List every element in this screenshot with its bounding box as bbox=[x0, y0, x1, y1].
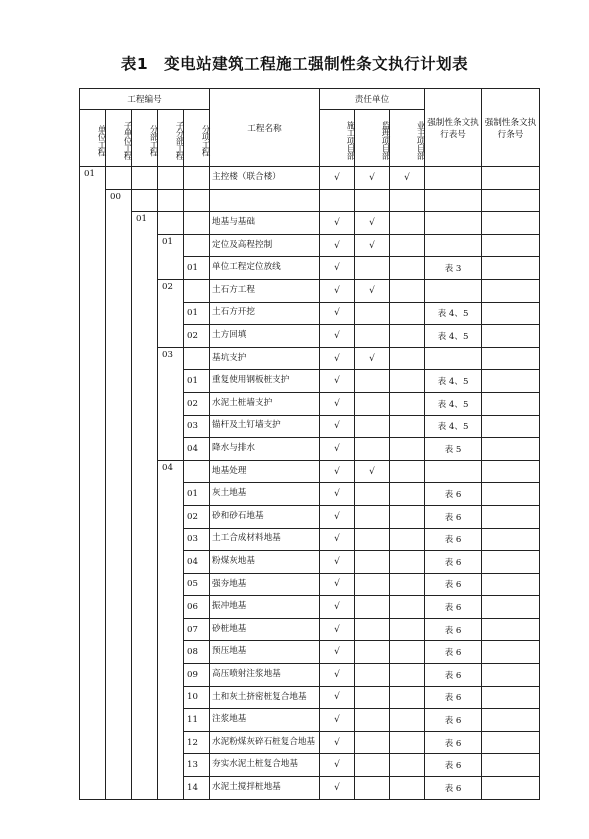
sub-division-code: 02 bbox=[158, 279, 184, 347]
table-row: 13 夯实水泥土桩复合地基 √ 表 6 bbox=[80, 754, 540, 777]
execution-plan-table bbox=[79, 88, 540, 800]
table-row: 01 灰土地基 √ 表 6 bbox=[80, 483, 540, 506]
table-row bbox=[80, 189, 540, 212]
project-name-cell: 水泥土桩墙支护 bbox=[210, 392, 320, 415]
owner-check: √ bbox=[390, 167, 425, 190]
table-row: 06 振冲地基 √ 表 6 bbox=[80, 596, 540, 619]
table-row bbox=[80, 167, 540, 190]
header-supervision-dept: 监理项目部 bbox=[355, 110, 390, 167]
item-code: 11 bbox=[184, 709, 210, 732]
sub-division-code: 01 bbox=[158, 234, 184, 279]
item-code: 01 bbox=[184, 302, 210, 325]
project-name-cell: 水泥粉煤灰碎石桩复合地基 bbox=[210, 731, 320, 754]
project-name-cell: 单位工程定位放线 bbox=[210, 257, 320, 280]
project-name-cell: 土和灰土挤密桩复合地基 bbox=[210, 686, 320, 709]
project-name-cell: 土方回填 bbox=[210, 325, 320, 348]
project-name-cell: 土石方开挖 bbox=[210, 302, 320, 325]
unit-project-code: 01 bbox=[80, 167, 106, 800]
sub-division-code: 03 bbox=[158, 347, 184, 460]
table-row: 02 砂和砂石地基 √ 表 6 bbox=[80, 505, 540, 528]
table-row: 01 定位及高程控制 √ √ bbox=[80, 234, 540, 257]
project-name-cell: 强夯地基 bbox=[210, 573, 320, 596]
header-clause-number: 强制性条文执行条号 bbox=[482, 89, 540, 167]
project-name-cell: 注浆地基 bbox=[210, 709, 320, 732]
item-code: 10 bbox=[184, 686, 210, 709]
table-row: 04 地基处理 √ √ bbox=[80, 460, 540, 483]
table-row: 04 粉煤灰地基 √ 表 6 bbox=[80, 551, 540, 574]
table-row: 01 单位工程定位放线 √ 表 3 bbox=[80, 257, 540, 280]
project-name-cell: 锚杆及土钉墙支护 bbox=[210, 415, 320, 438]
item-code: 01 bbox=[184, 483, 210, 506]
header-owner-dept: 业主项目部 bbox=[390, 110, 425, 167]
header-sub-unit-project: 子单位工程 bbox=[106, 110, 132, 167]
header-sub-division: 子分部工程 bbox=[158, 110, 184, 167]
table-row: 03 锚杆及土钉墙支护 √ 表 4、5 bbox=[80, 415, 540, 438]
table-row: 02 土方回填 √ 表 4、5 bbox=[80, 325, 540, 348]
table-row: 10 土和灰土挤密桩复合地基 √ 表 6 bbox=[80, 686, 540, 709]
header-project-name: 工程名称 bbox=[210, 89, 320, 167]
table-row: 07 砂桩地基 √ 表 6 bbox=[80, 618, 540, 641]
header-project-code: 工程编号 bbox=[80, 89, 210, 110]
project-name-cell: 灰土地基 bbox=[210, 483, 320, 506]
project-name-cell: 降水与排水 bbox=[210, 438, 320, 461]
header-division: 分部工程 bbox=[132, 110, 158, 167]
item-code: 06 bbox=[184, 596, 210, 619]
table-row: 14 水泥土搅拌桩地基 √ 表 6 bbox=[80, 777, 540, 800]
sub-unit-project-code: 00 bbox=[106, 189, 132, 799]
item-code: 02 bbox=[184, 392, 210, 415]
table-row: 05 强夯地基 √ 表 6 bbox=[80, 573, 540, 596]
table-row: 12 水泥粉煤灰碎石桩复合地基 √ 表 6 bbox=[80, 731, 540, 754]
clause-number-cell bbox=[482, 167, 540, 190]
item-code: 14 bbox=[184, 777, 210, 800]
table-row: 01 土石方开挖 √ 表 4、5 bbox=[80, 302, 540, 325]
item-code: 12 bbox=[184, 731, 210, 754]
sub-division-code: 04 bbox=[158, 460, 184, 799]
table-row: 04 降水与排水 √ 表 5 bbox=[80, 438, 540, 461]
table-row: 03 基坑支护 √ √ bbox=[80, 347, 540, 370]
project-name-cell: 粉煤灰地基 bbox=[210, 551, 320, 574]
project-name-cell: 高压喷射注浆地基 bbox=[210, 664, 320, 687]
item-code: 01 bbox=[184, 257, 210, 280]
item-code: 04 bbox=[184, 551, 210, 574]
project-name-cell: 基坑支护 bbox=[210, 347, 320, 370]
project-name-cell: 地基处理 bbox=[210, 460, 320, 483]
project-name-cell: 振冲地基 bbox=[210, 596, 320, 619]
project-name-cell: 地基与基础 bbox=[210, 212, 320, 235]
table-row: 03 土工合成材料地基 √ 表 6 bbox=[80, 528, 540, 551]
project-name-cell: 土石方工程 bbox=[210, 279, 320, 302]
project-name-cell: 定位及高程控制 bbox=[210, 234, 320, 257]
project-name-cell: 重复使用钢板桩支护 bbox=[210, 370, 320, 393]
project-name-cell: 砂桩地基 bbox=[210, 618, 320, 641]
table-number-cell bbox=[425, 167, 482, 190]
project-name-cell: 夯实水泥土桩复合地基 bbox=[210, 754, 320, 777]
item-code: 02 bbox=[184, 505, 210, 528]
item-code: 03 bbox=[184, 415, 210, 438]
item-code: 09 bbox=[184, 664, 210, 687]
item-code: 04 bbox=[184, 438, 210, 461]
project-name-cell: 预压地基 bbox=[210, 641, 320, 664]
item-code: 01 bbox=[184, 370, 210, 393]
header-responsible-unit: 责任单位 bbox=[320, 89, 425, 110]
table-row: 01 地基与基础 √ √ bbox=[80, 212, 540, 235]
project-name-cell: 砂和砂石地基 bbox=[210, 505, 320, 528]
item-code: 13 bbox=[184, 754, 210, 777]
division-code: 01 bbox=[132, 212, 158, 799]
project-name-cell: 水泥土搅拌桩地基 bbox=[210, 777, 320, 800]
item-code: 03 bbox=[184, 528, 210, 551]
project-name-cell: 土工合成材料地基 bbox=[210, 528, 320, 551]
page-title: 表1 变电站建筑工程施工强制性条文执行计划表 bbox=[120, 55, 469, 73]
table-row: 02 土石方工程 √ √ bbox=[80, 279, 540, 302]
item-code: 05 bbox=[184, 573, 210, 596]
construction-check: √ bbox=[320, 167, 355, 190]
table-row: 09 高压喷射注浆地基 √ 表 6 bbox=[80, 664, 540, 687]
header-construction-dept: 施工项目部 bbox=[320, 110, 355, 167]
project-name-cell bbox=[210, 189, 320, 212]
table-row: 11 注浆地基 √ 表 6 bbox=[80, 709, 540, 732]
item-code: 02 bbox=[184, 325, 210, 348]
header-unit-project: 单位工程 bbox=[80, 110, 106, 167]
table-row: 01 重复使用钢板桩支护 √ 表 4、5 bbox=[80, 370, 540, 393]
table-row: 02 水泥土桩墙支护 √ 表 4、5 bbox=[80, 392, 540, 415]
supervision-check: √ bbox=[355, 167, 390, 190]
header-item-project: 分项工程 bbox=[184, 110, 210, 167]
item-code: 07 bbox=[184, 618, 210, 641]
item-code: 08 bbox=[184, 641, 210, 664]
project-name-cell: 主控楼（联合楼） bbox=[210, 167, 320, 190]
table-row: 08 预压地基 √ 表 6 bbox=[80, 641, 540, 664]
header-table-number: 强制性条文执行表号 bbox=[425, 89, 482, 167]
